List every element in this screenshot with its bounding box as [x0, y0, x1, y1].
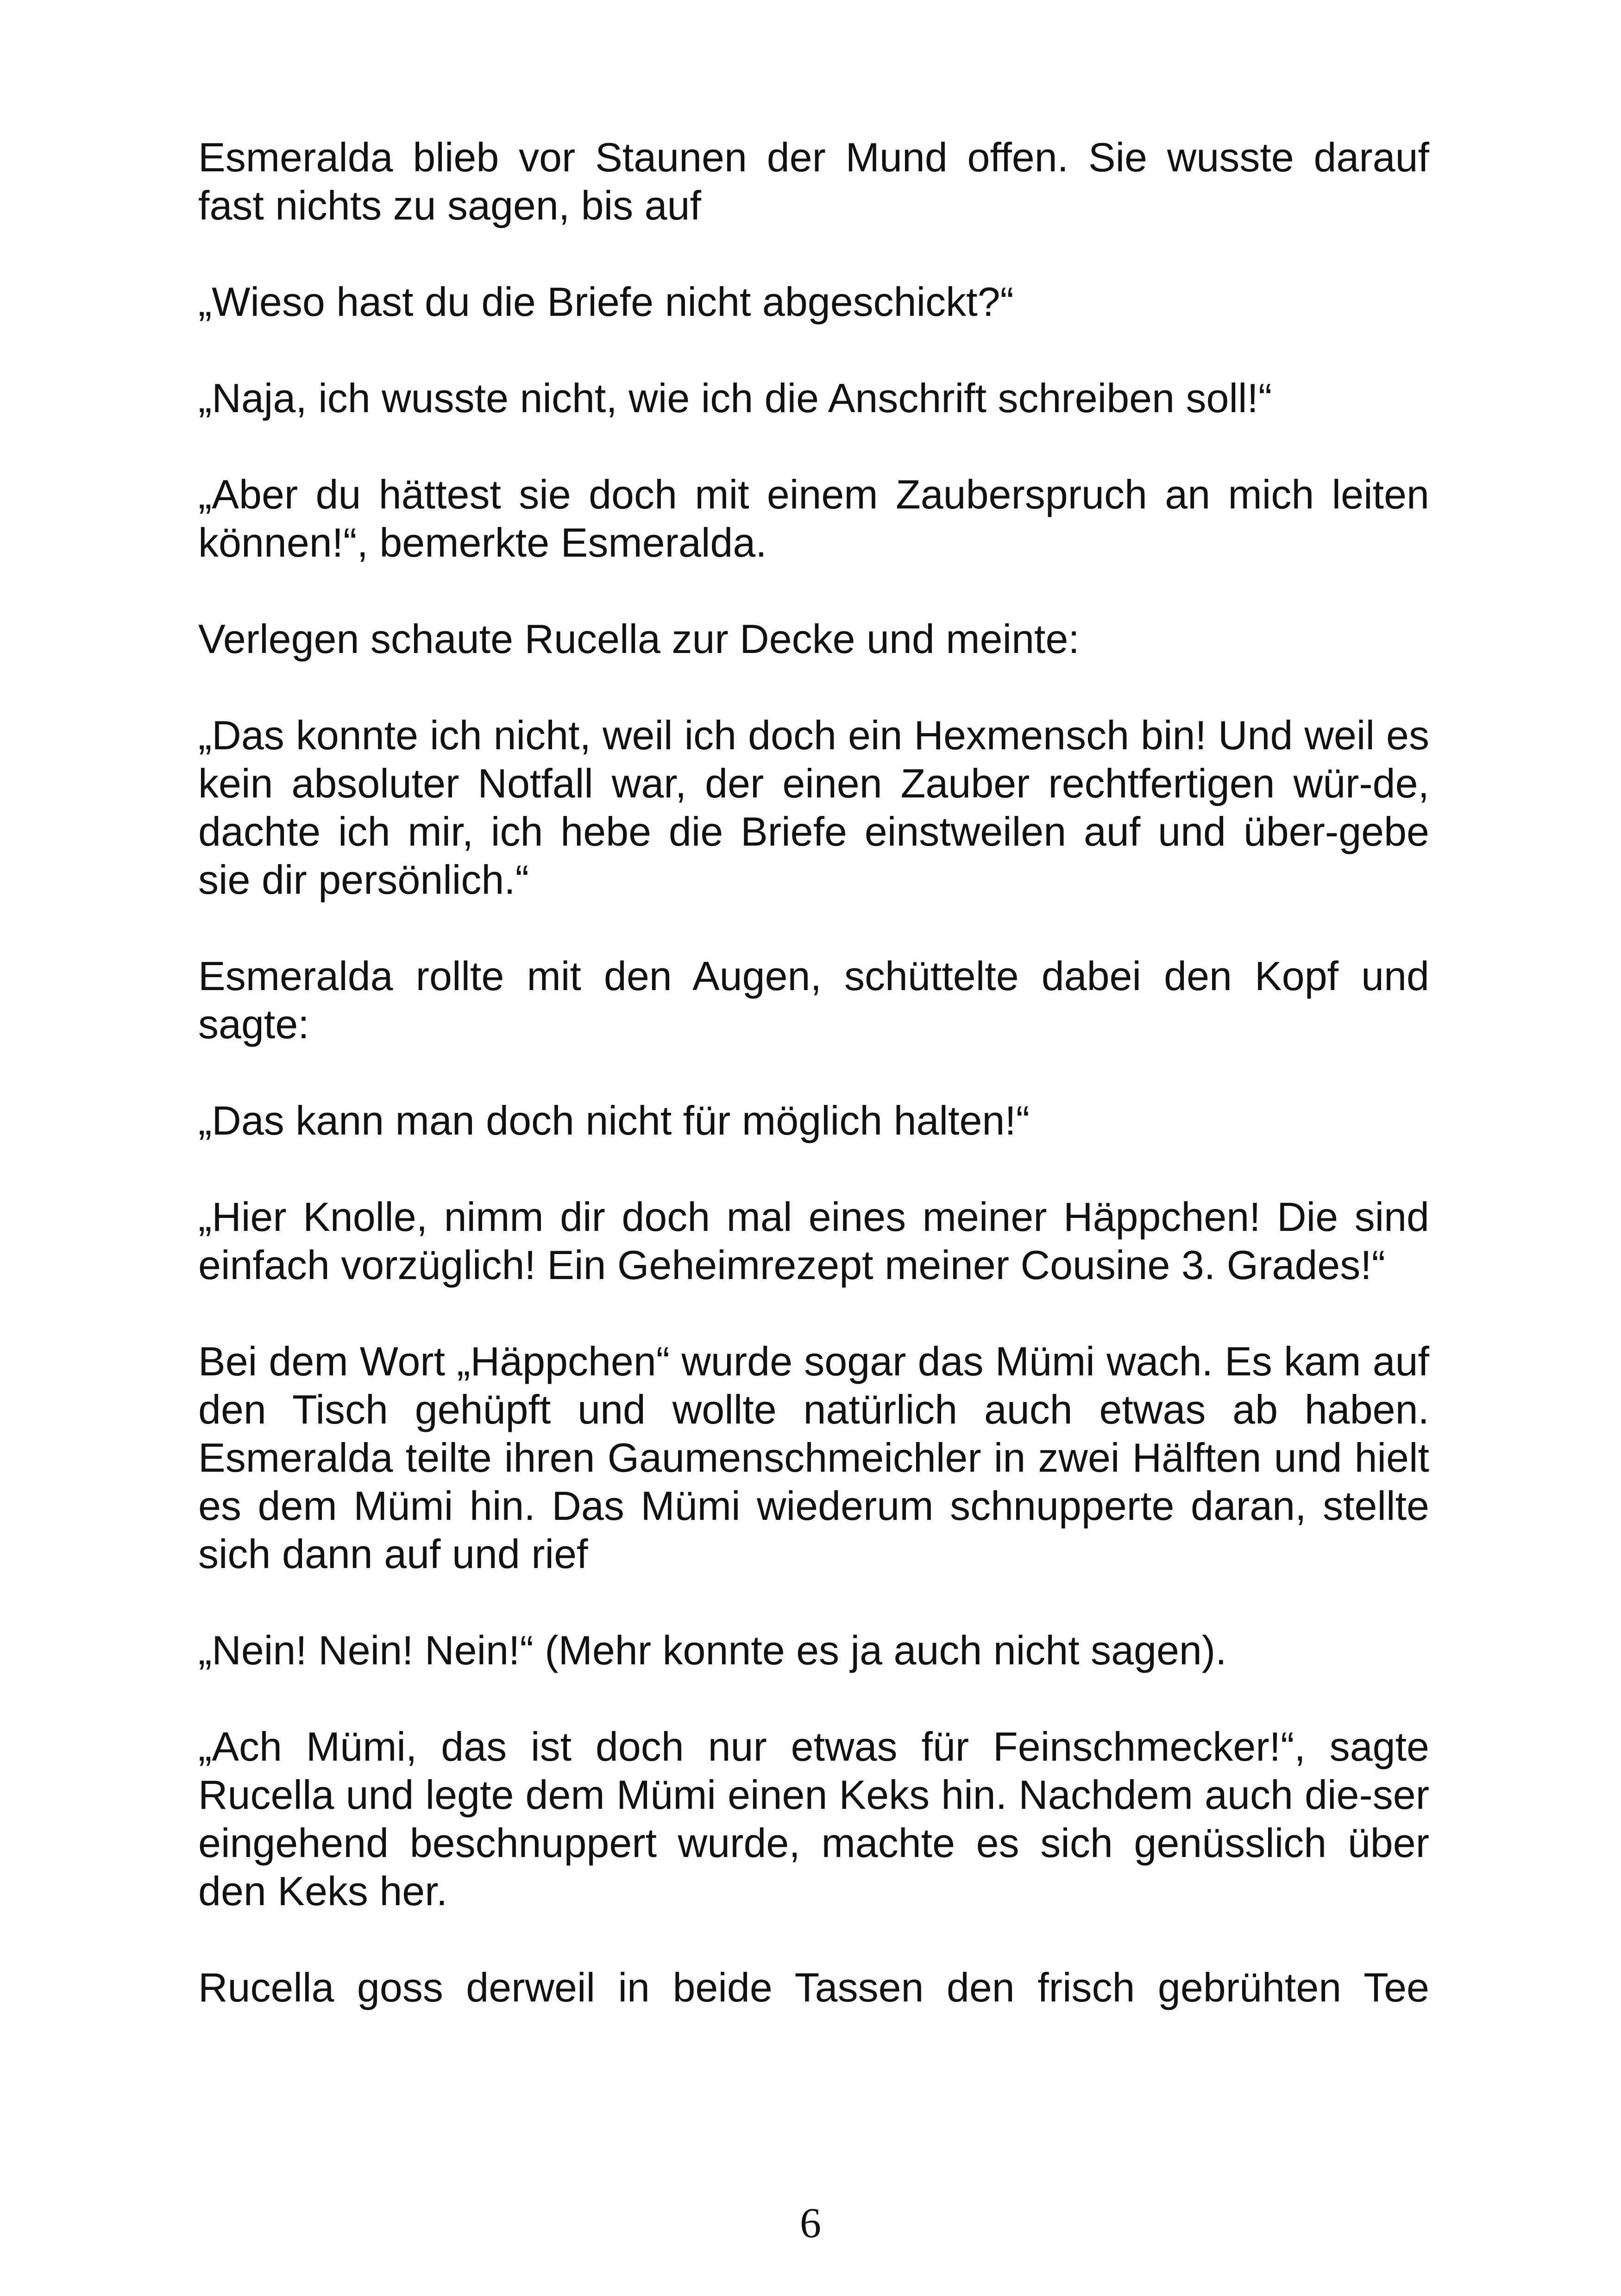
paragraph: Verlegen schaute Rucella zur Decke und meinte: [198, 616, 1080, 662]
paragraph: „Ach Mümi, das ist doch nur etwas für Feinschmecker!“, sagte Rucella und legte dem Mümi einen Keks hin. Nachdem auch die-ser eingehend beschnuppert wurde, machte es sich genüsslich über den Keks her. [198, 1724, 1429, 1914]
paragraph: „Hier Knolle, nimm dir doch mal eines meiner Häppchen! Die sind einfach vorzüglich! Ein Geheimrezept meiner Cousine 3. Grades!“ [198, 1194, 1429, 1288]
paragraph: „Das konnte ich nicht, weil ich doch ein Hexmensch bin! Und weil es kein absoluter Notfall war, der einen Zauber rechtfertigen wür-de, dachte ich mir, ich hebe die Briefe einstweilen auf und über-gebe sie dir persönlich.“ [198, 712, 1429, 903]
paragraph: Esmeralda rollte mit den Augen, schüttelte dabei den Kopf und sagte: [198, 953, 1429, 1047]
page-number: 6 [800, 2199, 821, 2246]
paragraph: Esmeralda blieb vor Staunen der Mund offen. Sie wusste darauf fast nichts zu sagen, bis auf [198, 134, 1429, 228]
paragraph: „Das kann man doch nicht für möglich halten!“ [198, 1098, 1030, 1143]
paragraph: „Aber du hättest sie doch mit einem Zauberspruch an mich leiten können!“, bemerkte Esmeralda. [198, 471, 1429, 565]
body-text [198, 133, 1429, 2012]
paragraph: „Naja, ich wusste nicht, wie ich die Anschrift schreiben soll!“ [198, 375, 1272, 421]
paragraph: „Wieso hast du die Briefe nicht abgeschickt?“ [198, 279, 1014, 325]
paragraph: Rucella goss derweil in beide Tassen den frisch gebrühten Tee [198, 1964, 1429, 2010]
paragraph: „Nein! Nein! Nein!“ (Mehr konnte es ja auch nicht sagen). [198, 1627, 1227, 1673]
paragraph: Bei dem Wort „Häppchen“ wurde sogar das Mümi wach. Es kam auf den Tisch gehüpft und wollte natürlich auch etwas ab haben. Esmeralda teilte ihren Gaumenschmeichler in zwei Hälften und hielt es dem Mümi hin. Das Mümi wiederum schnupperte daran, stellte sich dann auf und rief [198, 1338, 1429, 1577]
